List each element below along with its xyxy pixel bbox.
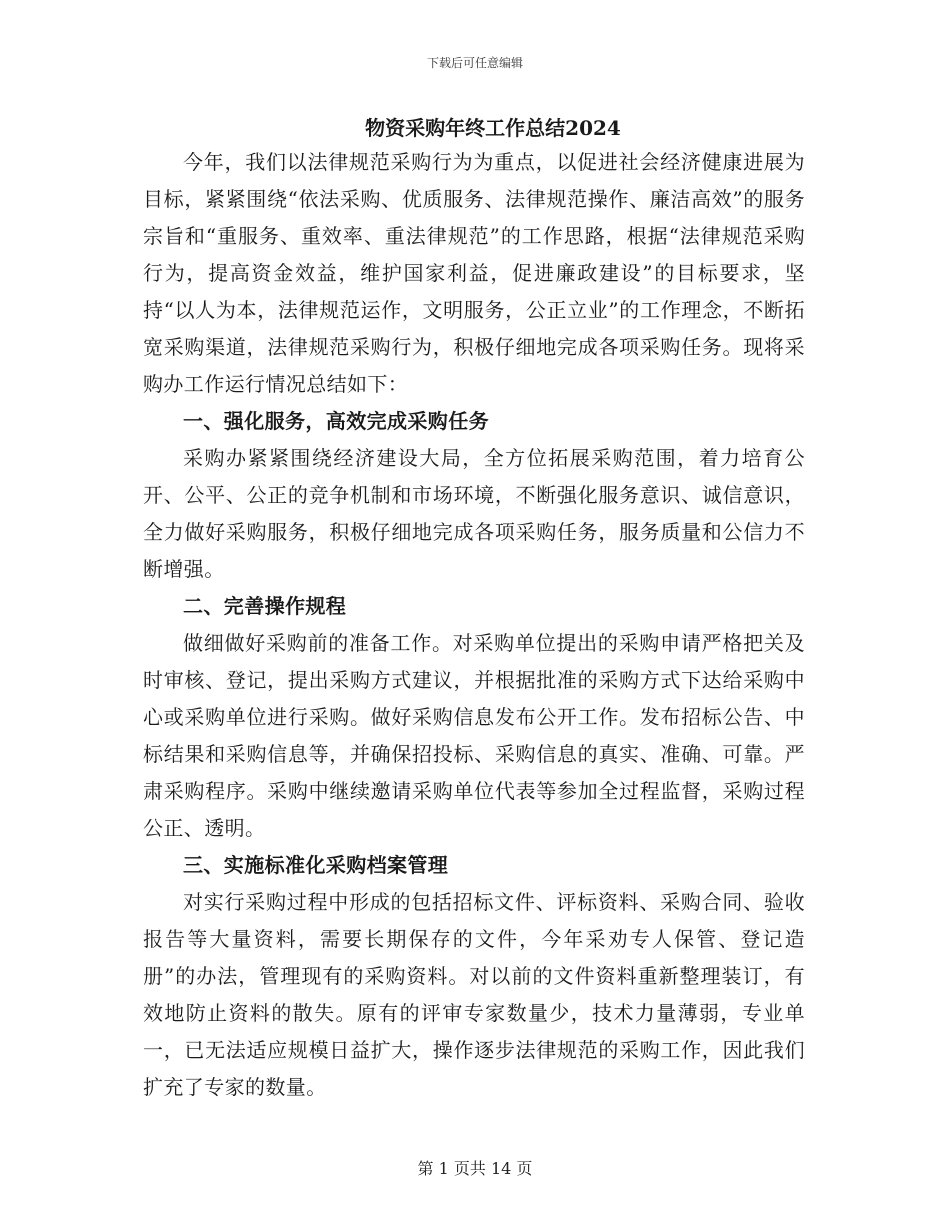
document-body bbox=[143, 112, 805, 1106]
page-header: 下载后可任意编辑 bbox=[426, 56, 523, 70]
section-1-paragraph: 采购办紧紧围绕经济建设大局，全方位拓展采购范围，着力培育公开、公平、公正的竞争机制和市场环境，不断强化服务意识、诚信意识，全力做好采购服务，积极仔细地完成各项采购任务，服务质量和公信力不断增强。 bbox=[143, 446, 805, 581]
page-number: 第 1 页共 14 页 bbox=[417, 1159, 533, 1178]
intro-paragraph: 今年，我们以法律规范采购行为为重点，以促进社会经济健康进展为目标，紧紧围绕“依法采购、优质服务、法律规范操作、廉洁高效”的服务宗旨和“重服务、重效率、重法律规范”的工作思路，根据“法律规范采购行为，提高资金效益，维护国家利益，促进廉政建设”的目标要求，坚持“以人为本，法律规范运作，文明服务，公正立业”的工作理念，不断拓宽采购渠道，法律规范采购行为，积极仔细地完成各项采购任务。现将采购办工作运行情况总结如下： bbox=[143, 150, 805, 396]
section-3-heading: 三、实施标准化采购档案管理 bbox=[183, 853, 449, 877]
document-title: 物资采购年终工作总结2024 bbox=[365, 116, 621, 140]
section-2-paragraph: 做细做好采购前的准备工作。对采购单位提出的采购申请严格把关及时审核、登记，提出采购方式建议，并根据批准的采购方式下达给采购中心或采购单位进行采购。做好采购信息发布公开工作。发布招标公告、中标结果和采购信息等，并确保招投标、采购信息的真实、准确、可靠。严肃采购程序。采购中继续邀请采购单位代表等参加全过程监督，采购过程公正、透明。 bbox=[143, 631, 805, 840]
section-1-heading: 一、强化服务，高效完成采购任务 bbox=[183, 409, 489, 433]
section-3-paragraph: 对实行采购过程中形成的包括招标文件、评标资料、采购合同、验收报告等大量资料，需要长期保存的文件，今年采劝专人保管、登记造册”的办法，管理现有的采购资料。对以前的文件资料重新整理装订，有效地防止资料的散失。原有的评审专家数量少，技术力量薄弱，专业单一，已无法适应规模日益扩大，操作逐步法律规范的采购工作，因此我们扩充了专家的数量。 bbox=[143, 890, 805, 1099]
section-2-heading: 二、完善操作规程 bbox=[183, 594, 347, 618]
